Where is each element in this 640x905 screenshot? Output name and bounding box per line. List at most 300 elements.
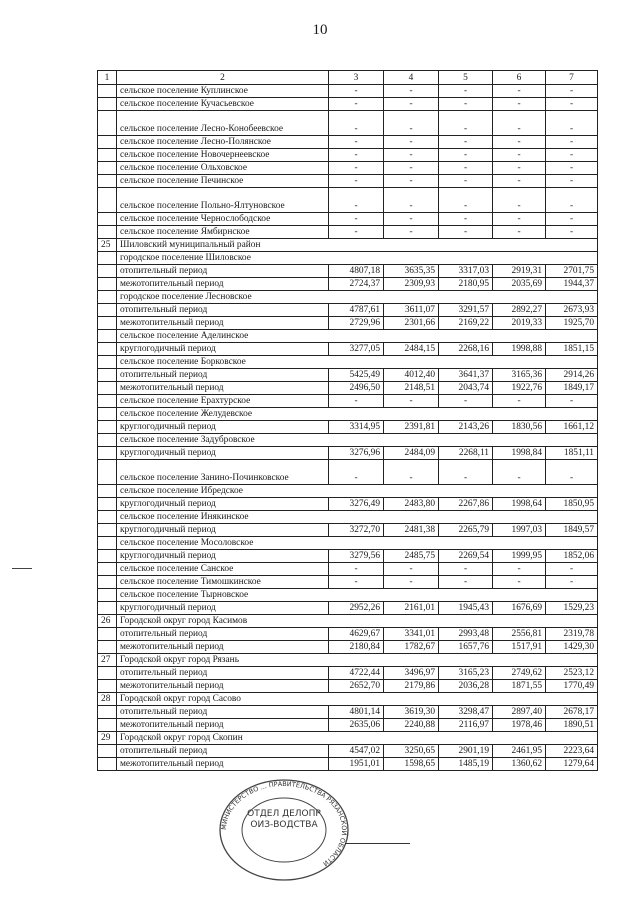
tariff-value: 1850,95 <box>546 498 598 511</box>
tariff-value: 3341,01 <box>384 628 439 641</box>
row-number <box>98 408 117 421</box>
tariff-value: 2556,81 <box>493 628 546 641</box>
section-row <box>98 330 598 343</box>
table-row <box>98 576 598 589</box>
tariff-value: - <box>546 111 598 136</box>
section-row <box>98 654 598 667</box>
table-row <box>98 706 598 719</box>
tariff-value: 2652,70 <box>329 680 384 693</box>
row-number <box>98 667 117 680</box>
row-label: круглогодичный период <box>117 550 329 563</box>
section-row <box>98 356 598 369</box>
tariff-value: - <box>546 395 598 408</box>
tariff-value: - <box>384 85 439 98</box>
table-row <box>98 162 598 175</box>
tariff-value: 1978,46 <box>493 719 546 732</box>
tariff-value: 1851,15 <box>546 343 598 356</box>
table-row <box>98 550 598 563</box>
row-label: сельское поселение Ерахтурское <box>117 395 329 408</box>
row-label: городское поселение Лесновское <box>117 291 598 304</box>
section-row <box>98 485 598 498</box>
column-header: 4 <box>384 71 439 85</box>
tariff-value: - <box>439 111 493 136</box>
row-label: отопительный период <box>117 667 329 680</box>
page-number: 10 <box>312 22 328 38</box>
tariff-value: 1598,65 <box>384 758 439 771</box>
tariff-value: - <box>439 149 493 162</box>
tariff-value: 2240,88 <box>384 719 439 732</box>
row-label: Городской округ город Сасово <box>117 693 598 706</box>
tariff-value: 1997,03 <box>493 524 546 537</box>
row-label: сельское поселение Задубровское <box>117 434 598 447</box>
tariff-value: 2301,66 <box>384 317 439 330</box>
tariff-value: - <box>546 136 598 149</box>
tariff-value: - <box>439 188 493 213</box>
table-row <box>98 382 598 395</box>
tariff-value: - <box>493 460 546 485</box>
tariff-value: 2635,06 <box>329 719 384 732</box>
tariff-value: 1998,64 <box>493 498 546 511</box>
row-label: сельское поселение Чернослободское <box>117 213 329 226</box>
tariff-value: - <box>384 213 439 226</box>
row-number <box>98 291 117 304</box>
row-number <box>98 175 117 188</box>
tariff-value: 1279,64 <box>546 758 598 771</box>
tariff-value: 2268,11 <box>439 447 493 460</box>
tariff-value: 2897,40 <box>493 706 546 719</box>
tariff-value: - <box>493 175 546 188</box>
column-header: 7 <box>546 71 598 85</box>
table-row <box>98 524 598 537</box>
tariff-value: 3291,57 <box>439 304 493 317</box>
table-row <box>98 719 598 732</box>
tariff-value: 3496,97 <box>384 667 439 680</box>
tariff-value: - <box>329 85 384 98</box>
row-label: сельское поселение Кучасьевское <box>117 98 329 111</box>
row-number <box>98 252 117 265</box>
row-label: сельское поселение Тимошкинское <box>117 576 329 589</box>
tariff-value: - <box>546 149 598 162</box>
tariff-value: 2180,95 <box>439 278 493 291</box>
row-label: круглогодичный период <box>117 447 329 460</box>
table-row <box>98 188 598 213</box>
table-row <box>98 304 598 317</box>
tariff-value: 2673,93 <box>546 304 598 317</box>
tariff-value: 2019,33 <box>493 317 546 330</box>
tariff-value: - <box>384 98 439 111</box>
tariff-value: 3314,95 <box>329 421 384 434</box>
row-number <box>98 136 117 149</box>
header-row <box>98 71 598 85</box>
row-number <box>98 343 117 356</box>
tariff-value: 2481,38 <box>384 524 439 537</box>
tariff-value: 4547,02 <box>329 745 384 758</box>
table-row <box>98 85 598 98</box>
tariff-value: - <box>439 98 493 111</box>
row-label: сельское поселение Ольховское <box>117 162 329 175</box>
tariff-value: - <box>493 98 546 111</box>
tariff-value: - <box>493 162 546 175</box>
tariff-value: 2391,81 <box>384 421 439 434</box>
row-number <box>98 537 117 550</box>
row-number <box>98 85 117 98</box>
row-label: сельское поселение Куплинское <box>117 85 329 98</box>
tariff-value: 1998,84 <box>493 447 546 460</box>
tariff-value: 3165,23 <box>439 667 493 680</box>
row-number: 27 <box>98 654 117 667</box>
tariff-value: 1951,01 <box>329 758 384 771</box>
row-number <box>98 511 117 524</box>
tariff-value: - <box>384 188 439 213</box>
table-row <box>98 421 598 434</box>
row-number <box>98 460 117 485</box>
tariff-value: - <box>329 395 384 408</box>
row-label: сельское поселение Польно-Ялтуновское <box>117 188 329 213</box>
tariff-value: 5425,49 <box>329 369 384 382</box>
tariff-value: 1830,56 <box>493 421 546 434</box>
row-number <box>98 330 117 343</box>
tariff-value: 2485,75 <box>384 550 439 563</box>
tariff-value: - <box>329 162 384 175</box>
tariff-value: - <box>329 136 384 149</box>
tariff-value: 2496,50 <box>329 382 384 395</box>
row-number <box>98 149 117 162</box>
table-row <box>98 369 598 382</box>
row-label: круглогодичный период <box>117 524 329 537</box>
row-number <box>98 226 117 239</box>
row-label: круглогодичный период <box>117 421 329 434</box>
tariff-value: 1661,12 <box>546 421 598 434</box>
row-number <box>98 524 117 537</box>
row-number <box>98 628 117 641</box>
tariff-value: 4629,67 <box>329 628 384 641</box>
row-number <box>98 395 117 408</box>
column-header: 1 <box>98 71 117 85</box>
tariff-value: - <box>384 576 439 589</box>
row-label: Шиловский муниципальный район <box>117 239 598 252</box>
table-row <box>98 136 598 149</box>
row-number <box>98 498 117 511</box>
table-row <box>98 498 598 511</box>
row-number <box>98 589 117 602</box>
tariff-value: 4807,18 <box>329 265 384 278</box>
tariff-value: - <box>329 226 384 239</box>
tariff-value: - <box>384 162 439 175</box>
tariff-value: 3276,96 <box>329 447 384 460</box>
tariff-value: 1360,62 <box>493 758 546 771</box>
row-number <box>98 304 117 317</box>
tariff-value: - <box>329 213 384 226</box>
tariff-value: 1485,19 <box>439 758 493 771</box>
row-number <box>98 382 117 395</box>
row-label: Городской округ город Касимов <box>117 615 598 628</box>
tariff-value: - <box>493 213 546 226</box>
table-row <box>98 317 598 330</box>
row-number <box>98 421 117 434</box>
stamp-ring-text: МИНИСТЕРСТВО ... ПРАВИТЕЛЬСТВА РЯЗАНСКОЙ ОБЛАСТИ <box>219 779 349 868</box>
tariff-value: 2701,75 <box>546 265 598 278</box>
table-row <box>98 213 598 226</box>
row-number <box>98 98 117 111</box>
tariff-value: 2268,16 <box>439 343 493 356</box>
tariff-value: - <box>493 563 546 576</box>
tariff-value: - <box>384 175 439 188</box>
row-label: сельское поселение Занино-Починковское <box>117 460 329 485</box>
tariff-value: - <box>384 563 439 576</box>
tariff-value: - <box>329 175 384 188</box>
tariff-value: 1999,95 <box>493 550 546 563</box>
svg-text:МИНИСТЕРСТВО ... ПРАВИТЕЛЬСТВА <box>220 780 349 868</box>
tariff-value: 2523,12 <box>546 667 598 680</box>
tariff-value: - <box>546 576 598 589</box>
tariff-value: 3317,03 <box>439 265 493 278</box>
row-number <box>98 188 117 213</box>
tariff-value: - <box>546 563 598 576</box>
tariff-value: 1852,06 <box>546 550 598 563</box>
section-row <box>98 537 598 550</box>
tariff-value: 3276,49 <box>329 498 384 511</box>
row-label: Городской округ город Скопин <box>117 732 598 745</box>
row-label: межотопительный период <box>117 680 329 693</box>
row-number <box>98 719 117 732</box>
column-header: 2 <box>117 71 329 85</box>
row-label: круглогодичный период <box>117 343 329 356</box>
tariff-value: 3641,37 <box>439 369 493 382</box>
tariff-value: - <box>546 460 598 485</box>
table-row <box>98 602 598 615</box>
table-row <box>98 98 598 111</box>
table-row <box>98 563 598 576</box>
row-label: отопительный период <box>117 304 329 317</box>
row-label: сельское поселение Инякинское <box>117 511 598 524</box>
tariff-value: 2116,97 <box>439 719 493 732</box>
row-number <box>98 550 117 563</box>
section-row <box>98 693 598 706</box>
tariff-value: 3298,47 <box>439 706 493 719</box>
row-number <box>98 213 117 226</box>
tariff-value: - <box>493 395 546 408</box>
tariff-value: 1871,55 <box>493 680 546 693</box>
tariff-value: - <box>329 563 384 576</box>
tariff-value: - <box>439 395 493 408</box>
tariff-value: 2148,51 <box>384 382 439 395</box>
tariff-value: 1676,69 <box>493 602 546 615</box>
tariff-value: 3279,56 <box>329 550 384 563</box>
row-label: сельское поселение Санское <box>117 563 329 576</box>
tariff-value: 3635,35 <box>384 265 439 278</box>
tariff-value: 1925,70 <box>546 317 598 330</box>
tariff-value: - <box>439 136 493 149</box>
tariff-value: 2267,86 <box>439 498 493 511</box>
tariff-value: - <box>329 188 384 213</box>
section-row <box>98 239 598 252</box>
tariff-value: 2180,84 <box>329 641 384 654</box>
tariff-value: 2036,28 <box>439 680 493 693</box>
tariff-value: 1782,67 <box>384 641 439 654</box>
stamp <box>214 775 354 885</box>
tariff-value: - <box>439 162 493 175</box>
row-label: межотопительный период <box>117 317 329 330</box>
table-row <box>98 745 598 758</box>
tariff-value: 2919,31 <box>493 265 546 278</box>
row-label: сельское поселение Лесно-Конобеевское <box>117 111 329 136</box>
row-number <box>98 745 117 758</box>
tariff-value: 2484,15 <box>384 343 439 356</box>
tariff-value: - <box>546 213 598 226</box>
table-body <box>98 85 598 771</box>
tariff-value: - <box>493 85 546 98</box>
tariff-value: 2169,22 <box>439 317 493 330</box>
table-row <box>98 395 598 408</box>
tariff-value: - <box>384 111 439 136</box>
row-label: отопительный период <box>117 369 329 382</box>
tariff-value: 2223,64 <box>546 745 598 758</box>
table-row <box>98 680 598 693</box>
tariff-value: 3272,70 <box>329 524 384 537</box>
tariff-value: - <box>329 460 384 485</box>
table-row <box>98 628 598 641</box>
row-number <box>98 576 117 589</box>
tariff-value: - <box>384 136 439 149</box>
row-label: отопительный период <box>117 745 329 758</box>
row-label: круглогодичный период <box>117 602 329 615</box>
section-row <box>98 511 598 524</box>
tariff-value: 2319,78 <box>546 628 598 641</box>
table-row <box>98 111 598 136</box>
tariff-value: 1998,88 <box>493 343 546 356</box>
table-row <box>98 343 598 356</box>
tariff-value: - <box>439 576 493 589</box>
tariff-value: - <box>546 85 598 98</box>
table-row <box>98 667 598 680</box>
section-row <box>98 732 598 745</box>
row-label: межотопительный период <box>117 382 329 395</box>
table-row <box>98 278 598 291</box>
tariff-value: 2161,01 <box>384 602 439 615</box>
tariff-value: 1851,11 <box>546 447 598 460</box>
row-label: сельское поселение Желудевское <box>117 408 598 421</box>
row-number <box>98 278 117 291</box>
tariff-value: 1849,17 <box>546 382 598 395</box>
tariff-value: 1890,51 <box>546 719 598 732</box>
tariff-value: 2901,19 <box>439 745 493 758</box>
column-header: 3 <box>329 71 384 85</box>
tariff-value: - <box>439 460 493 485</box>
section-row <box>98 408 598 421</box>
row-label: межотопительный период <box>117 641 329 654</box>
tariff-table <box>97 70 598 771</box>
tariff-value: 1657,76 <box>439 641 493 654</box>
tariff-value: 2724,37 <box>329 278 384 291</box>
tariff-value: - <box>546 226 598 239</box>
tariff-value: 1529,23 <box>546 602 598 615</box>
tariff-value: 1922,76 <box>493 382 546 395</box>
row-number <box>98 162 117 175</box>
tariff-value: 4722,44 <box>329 667 384 680</box>
row-number <box>98 758 117 771</box>
section-row <box>98 252 598 265</box>
tariff-value: - <box>384 226 439 239</box>
column-header: 6 <box>493 71 546 85</box>
row-label: сельское поселение Тырновское <box>117 589 598 602</box>
tariff-value: 1429,30 <box>546 641 598 654</box>
row-number <box>98 447 117 460</box>
tariff-value: - <box>439 175 493 188</box>
tariff-value: 2035,69 <box>493 278 546 291</box>
row-label: сельское поселение Лесно-Полянское <box>117 136 329 149</box>
row-number <box>98 563 117 576</box>
row-label: сельское поселение Аделинское <box>117 330 598 343</box>
row-number <box>98 369 117 382</box>
row-label: городское поселение Шиловское <box>117 252 598 265</box>
tariff-value: 1945,43 <box>439 602 493 615</box>
row-label: межотопительный период <box>117 758 329 771</box>
tariff-value: - <box>493 149 546 162</box>
row-number <box>98 265 117 278</box>
row-number <box>98 356 117 369</box>
row-label: сельское поселение Ямбирнское <box>117 226 329 239</box>
tariff-value: - <box>329 576 384 589</box>
row-label: сельское поселение Печинское <box>117 175 329 188</box>
row-number: 26 <box>98 615 117 628</box>
row-label: Городской округ город Рязань <box>117 654 598 667</box>
row-label: межотопительный период <box>117 278 329 291</box>
tariff-value: - <box>384 395 439 408</box>
table-row <box>98 758 598 771</box>
row-number: 28 <box>98 693 117 706</box>
tariff-value: - <box>329 98 384 111</box>
row-label: сельское поселение Борковское <box>117 356 598 369</box>
row-number <box>98 317 117 330</box>
row-number <box>98 602 117 615</box>
tariff-value: 1944,37 <box>546 278 598 291</box>
tariff-value: - <box>493 188 546 213</box>
tariff-value: 3611,07 <box>384 304 439 317</box>
row-label: круглогодичный период <box>117 498 329 511</box>
table-row <box>98 447 598 460</box>
row-label: сельское поселение Мосоловское <box>117 537 598 550</box>
tariff-value: 2309,93 <box>384 278 439 291</box>
row-label: отопительный период <box>117 706 329 719</box>
tariff-value: 2461,95 <box>493 745 546 758</box>
table-row <box>98 641 598 654</box>
tariff-value: 2265,79 <box>439 524 493 537</box>
tariff-value: - <box>493 136 546 149</box>
row-number <box>98 641 117 654</box>
tariff-value: 1849,57 <box>546 524 598 537</box>
row-number <box>98 434 117 447</box>
tariff-value: 3250,65 <box>384 745 439 758</box>
tariff-value: 2729,96 <box>329 317 384 330</box>
row-number: 29 <box>98 732 117 745</box>
section-row <box>98 434 598 447</box>
row-number <box>98 485 117 498</box>
table-row <box>98 265 598 278</box>
tariff-value: 2678,17 <box>546 706 598 719</box>
tariff-value: 2892,27 <box>493 304 546 317</box>
tariff-value: 2749,62 <box>493 667 546 680</box>
tariff-value: - <box>384 149 439 162</box>
tariff-value: - <box>546 98 598 111</box>
row-label: отопительный период <box>117 265 329 278</box>
stamp-center-text: ОТДЕЛ ДЕЛОПРОИЗ-ВОДСТВА <box>247 809 321 830</box>
row-label: сельское поселение Новочернеевское <box>117 149 329 162</box>
tariff-value: 2269,54 <box>439 550 493 563</box>
tariff-value: 2914,26 <box>546 369 598 382</box>
margin-mark <box>12 568 32 569</box>
section-row <box>98 589 598 602</box>
tariff-value: - <box>493 226 546 239</box>
